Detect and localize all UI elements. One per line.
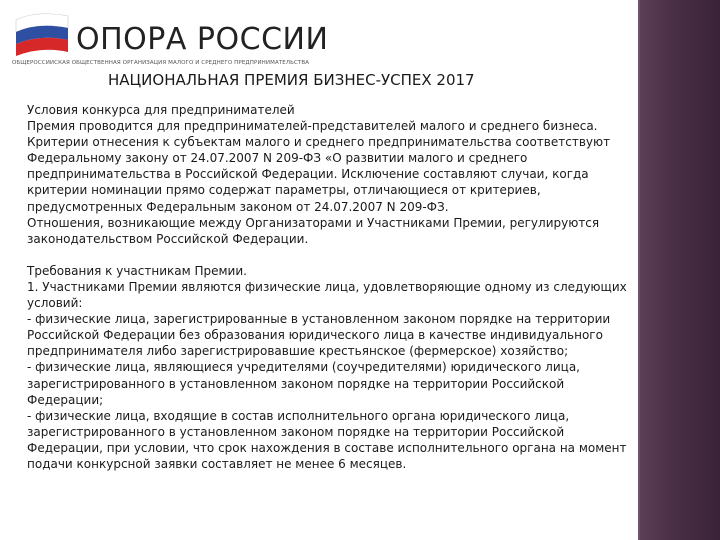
opora-logo [12, 8, 329, 68]
conditions-title: Условия конкурса для предпринимателей [27, 103, 295, 117]
conditions-paragraph-3: Отношения, возникающие между Организаторами и Участниками Премии, регулируются законодательством Российской Федерации. [27, 215, 600, 246]
flag-logo-icon [12, 8, 72, 58]
section-spacer [27, 247, 639, 263]
conditions-paragraph-2: Критерии отнесения к субъектам малого и среднего предпринимательства соответствуют Федеральному закону от 24.07.2007 N 209-ФЗ «О развитии малого и среднего предпринимательства в Российской Федерации. Исключение составляют случаи, когда критерии номинации прямо содержат параметры, отличающиеся от критериев, предусмотренных Федеральным законом от 24.07.2007 N 209-ФЗ. [27, 135, 611, 214]
logo-title: ОПОРА РОССИИ [76, 22, 329, 57]
requirements-title: Требования к участникам Премии. [27, 263, 247, 278]
requirements-item-1: 1. Участниками Премии являются физические лица, удовлетворяющие одному из следующих условий: [27, 279, 627, 311]
requirements-item-4: - физические лица, входящие в состав исполнительного органа юридического лица, зарегистрированного в установленном законом порядке на территории Российской Федерации, при условии, что срок нахождения в составе исполнительного органа на момент подачи конкурсной заявки составляет не менее 6 месяцев. [27, 408, 627, 471]
requirements-item-3: - физические лица, являющиеся учредителями (соучредителями) юридического лица, зарегистрированного в установленном законом порядке на территории Российской Федерации; [27, 360, 580, 407]
page-title: НАЦИОНАЛЬНАЯ ПРЕМИЯ БИЗНЕС-УСПЕХ 2017 [108, 71, 475, 89]
requirements-item-2: - физические лица, зарегистрированные в установленном законом порядке на территории Российской Федерации без образования юридического лица в качестве индивидуального предпринимателя либо зарегистрировавшие крестьянское (фермерское) хозяйство; [27, 312, 611, 359]
conditions-paragraph-1: Премия проводится для предпринимателей-представителей малого и среднего бизнеса. [27, 119, 598, 134]
logo-subtitle: ОБЩЕРОССИЙСКАЯ ОБЩЕСТВЕННАЯ ОРГАНИЗАЦИЯ МАЛОГО И СРЕДНЕГО ПРЕДПРИНИМАТЕЛЬСТВА [12, 60, 310, 66]
right-decorative-band [640, 0, 720, 540]
document-body [27, 102, 639, 472]
